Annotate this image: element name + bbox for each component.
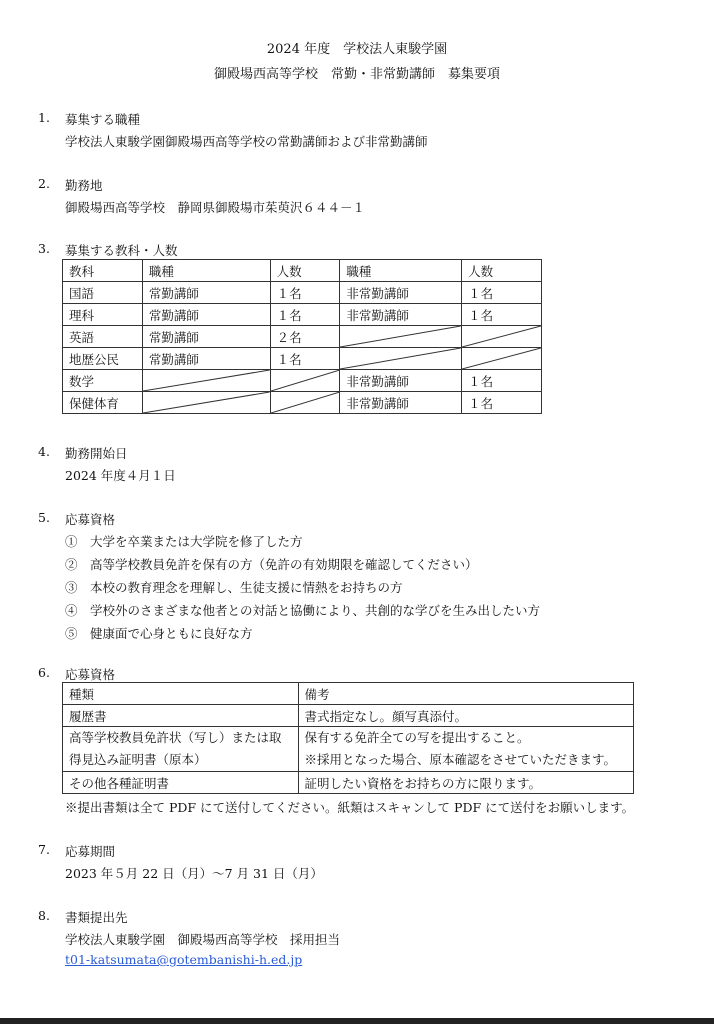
table-cell: 非常勤講師 (340, 370, 462, 392)
list-item: ④ 学校外のさまざまな他者との対話と協働により、共創的な学びを生み出したい方 (65, 603, 541, 618)
table-row (63, 326, 542, 348)
table-cell: １名 (462, 392, 542, 414)
section-2-text: 御殿場西高等学校 静岡県御殿場市茱萸沢６４４－１ (65, 200, 366, 215)
cell-line: ※採用となった場合、原本確認をさせていただきます。 (304, 752, 617, 767)
section-4-title: 勤務開始日 (65, 446, 128, 461)
table-cell: 英語 (63, 326, 143, 348)
table-cell: 履歴書 (63, 705, 299, 727)
table-cell: １名 (270, 304, 340, 326)
empty-diagonal-cell (142, 370, 270, 392)
table-cell: 数学 (63, 370, 143, 392)
section-4-number: 4. (38, 444, 50, 459)
email-link[interactable]: t01-katsumata@gotembanishi-h.ed.jp (65, 952, 303, 967)
table-cell: その他各種証明書 (63, 772, 299, 794)
table-cell: 常勤講師 (142, 348, 270, 370)
table-cell: １名 (462, 282, 542, 304)
section-6-number: 6. (38, 665, 50, 680)
empty-diagonal-cell (270, 392, 340, 414)
cell-line: 得見込み証明書（原本） (69, 752, 207, 767)
table-cell: 非常勤講師 (340, 392, 462, 414)
cell-line: 保有する免許全ての写を提出すること。 (304, 730, 530, 745)
table-cell: 常勤講師 (142, 304, 270, 326)
table-cell (63, 727, 299, 772)
section-2-number: 2. (38, 176, 50, 191)
table-cell: 書式指定なし。顔写真添付。 (298, 705, 633, 727)
empty-diagonal-cell (142, 392, 270, 414)
header-cell: 種類 (63, 683, 299, 705)
header-cell: 職種 (340, 260, 462, 282)
list-item: ⑤ 健康面で心身ともに良好な方 (65, 626, 253, 641)
header-cell: 人数 (462, 260, 542, 282)
section-3-title: 募集する教科・人数 (65, 243, 178, 258)
table-cell: 保健体育 (63, 392, 143, 414)
list-item: ② 高等学校教員免許を保有の方（免許の有効期限を確認してください） (65, 557, 478, 572)
section-3-number: 3. (38, 241, 50, 256)
table-cell: 非常勤講師 (340, 304, 462, 326)
table-row (63, 727, 634, 772)
table-header-row (63, 683, 634, 705)
list-item: ③ 本校の教育理念を理解し、生徒支援に情熱をお持ちの方 (65, 580, 403, 595)
table-cell: １名 (462, 304, 542, 326)
table-cell: 国語 (63, 282, 143, 304)
cell-line: 高等学校教員免許状（写し）または取 (69, 730, 282, 745)
header-cell: 職種 (142, 260, 270, 282)
empty-diagonal-cell (462, 326, 542, 348)
section-8-text: 学校法人東駿学園 御殿場西高等学校 採用担当 (65, 932, 341, 947)
empty-diagonal-cell (462, 348, 542, 370)
email-line (65, 952, 302, 967)
section-7-title: 応募期間 (65, 844, 116, 859)
list-item: ① 大学を卒業または大学院を修了した方 (65, 534, 303, 549)
documents-table (62, 682, 634, 794)
subjects-table (62, 259, 542, 414)
table-cell: １名 (270, 348, 340, 370)
table-cell: 理科 (63, 304, 143, 326)
doc-title-line2: 御殿場西高等学校 常勤・非常勤講師 募集要項 (213, 67, 500, 82)
table-cell: 常勤講師 (142, 282, 270, 304)
table-cell: １名 (270, 282, 340, 304)
table-row (63, 705, 634, 727)
header-cell: 教科 (63, 260, 143, 282)
table-cell: ２名 (270, 326, 340, 348)
section-5-title: 応募資格 (65, 512, 116, 527)
header-cell: 人数 (270, 260, 340, 282)
section-1-text: 学校法人東駿学園御殿場西高等学校の常勤講師および非常勤講師 (65, 134, 428, 149)
table-cell: １名 (462, 370, 542, 392)
table-row (63, 304, 542, 326)
empty-diagonal-cell (340, 326, 462, 348)
table-cell: 証明したい資格をお持ちの方に限ります。 (298, 772, 633, 794)
table-row (63, 282, 542, 304)
table-cell: 地歴公民 (63, 348, 143, 370)
table-row (63, 772, 634, 794)
table-row (63, 348, 542, 370)
table-row (63, 392, 542, 414)
empty-diagonal-cell (270, 370, 340, 392)
table-cell (298, 727, 633, 772)
section-8-title: 書類提出先 (65, 910, 128, 925)
table-header-row (63, 260, 542, 282)
section-8-number: 8. (38, 908, 50, 923)
section-1-title: 募集する職種 (65, 112, 141, 127)
header-cell: 備考 (298, 683, 633, 705)
section-1-number: 1. (38, 110, 50, 125)
table-cell: 非常勤講師 (340, 282, 462, 304)
section-6-title: 応募資格 (65, 667, 116, 682)
table-cell: 常勤講師 (142, 326, 270, 348)
bottom-edge-bar (0, 1018, 714, 1024)
submission-note: ※提出書類は全て PDF にて送付してください。紙類はスキャンして PDF にて送付をお願いします。 (65, 800, 635, 815)
table-row (63, 370, 542, 392)
section-2-title: 勤務地 (65, 178, 103, 193)
doc-title-line1: 2024 年度 学校法人東駿学園 (266, 42, 448, 57)
empty-diagonal-cell (340, 348, 462, 370)
section-7-text: 2023 年５月 22 日（月）～7 月 31 日（月） (65, 866, 323, 881)
section-5-number: 5. (38, 510, 50, 525)
section-7-number: 7. (38, 842, 50, 857)
section-4-text: 2024 年度４月１日 (65, 468, 176, 483)
